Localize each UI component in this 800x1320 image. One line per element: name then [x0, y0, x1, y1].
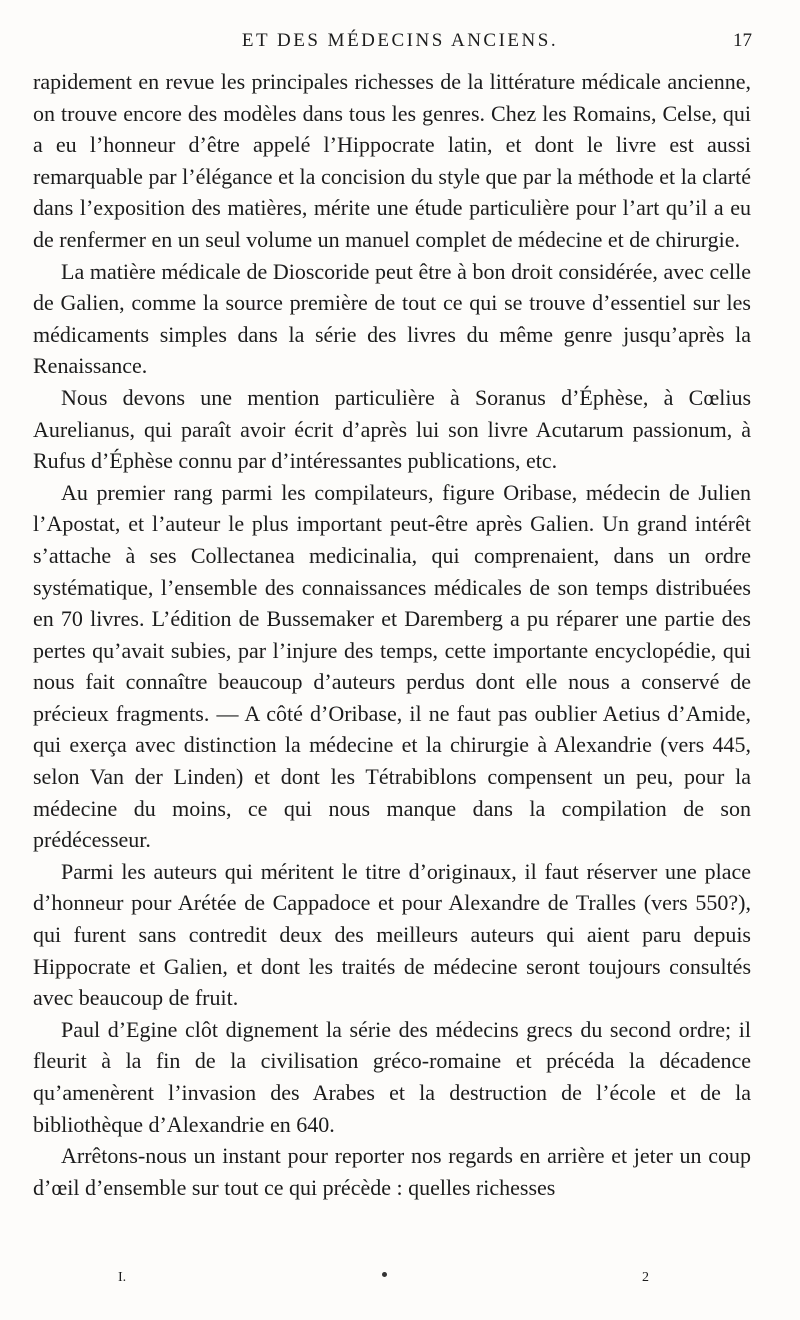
paragraph-2: La matière médicale de Dioscoride peut être à bon droit considérée, avec celle de Galien, comme la source première de tout ce qui se trouve d’essentiel sur les médicaments simples dans la série des livres du même genre jusqu’après la Renaissance.	[33, 258, 751, 379]
paragraph-1: rapidement en revue les principales richesses de la littérature médicale ancienne, on trouve encore des modèles dans tous les genres. Chez les Romains, Celse, qui a eu l’honneur d’être appelé l’Hippocrate latin, et dont le livre est aussi remarquable par l’élégance et la concision du style que par la méthode et la clarté dans l’exposition des matières, mérite une étude particulière pour l’art qu’il a eu de renfermer en un seul volume un manuel complet de médecine et de chirurgie.	[33, 69, 751, 252]
paragraph-3: Nous devons une mention particulière à Soranus d’Éphèse, à Cœlius Aurelianus, qui paraît avoir écrit d’après lui son livre Acutarum passionum, à Rufus d’Éphèse connu par d’intéressantes publications, etc.	[33, 384, 751, 474]
signature-mark-left: I.	[118, 1270, 127, 1285]
signature-mark-right: 2	[642, 1270, 649, 1285]
paragraph-4: Au premier rang parmi les compilateurs, figure Oribase, médecin de Julien l’Apostat, et l’auteur le plus important peut-être après Galien. Un grand intérêt s’attache à ses Collectanea medicinalia, qui comprenaient, dans un ordre systématique, l’ensemble des connaissances médicales de son temps distribuées en 70 livres. L’édition de Bussemaker et Daremberg a pu réparer une partie des pertes qu’avait subies, par l’injure des temps, cette importante encyclopédie, qui nous fait connaître beaucoup d’auteurs perdus dont elle nous a conservé de précieux fragments. — A côté d’Oribase, il ne faut pas oublier Aetius d’Amide, qui exerça avec distinction la médecine et la chirurgie à Alexandrie (vers 445, selon Van der Linden) et dont les Tétrabiblons compensent un peu, pour la médecine du moins, ce qui nous manque dans la compilation de son prédécesseur.	[33, 479, 751, 853]
paragraph-7: Arrêtons-nous un instant pour reporter nos regards en arrière et jeter un coup d’œil d’ensemble sur tout ce qui précède : quelles richesses	[33, 1143, 751, 1200]
paragraph-6: Paul d’Egine clôt dignement la série des médecins grecs du second ordre; il fleurit à la fin de la civilisation gréco-romaine et précéda la décadence qu’amenèrent l’invasion des Arabes et la destruction de l’école et de la bibliothèque d’Alexandrie en 640.	[33, 1016, 751, 1137]
running-head: ET DES MÉDECINS ANCIENS.	[241, 30, 559, 51]
body-text	[33, 66, 751, 1203]
page-number: 17	[733, 30, 752, 51]
paragraph-5: Parmi les auteurs qui méritent le titre d’originaux, il faut réserver une place d’honneur pour Arétée de Cappadoce et pour Alexandre de Tralles (vers 550?), qui furent sans contredit deux des meilleurs auteurs qui aient paru depuis Hippocrate et Galien, et dont les traités de médecine seront toujours consultés avec beaucoup de fruit.	[33, 858, 751, 1011]
page-footer	[0, 1270, 800, 1294]
dot-mark	[382, 1272, 387, 1277]
page-header	[0, 30, 800, 60]
